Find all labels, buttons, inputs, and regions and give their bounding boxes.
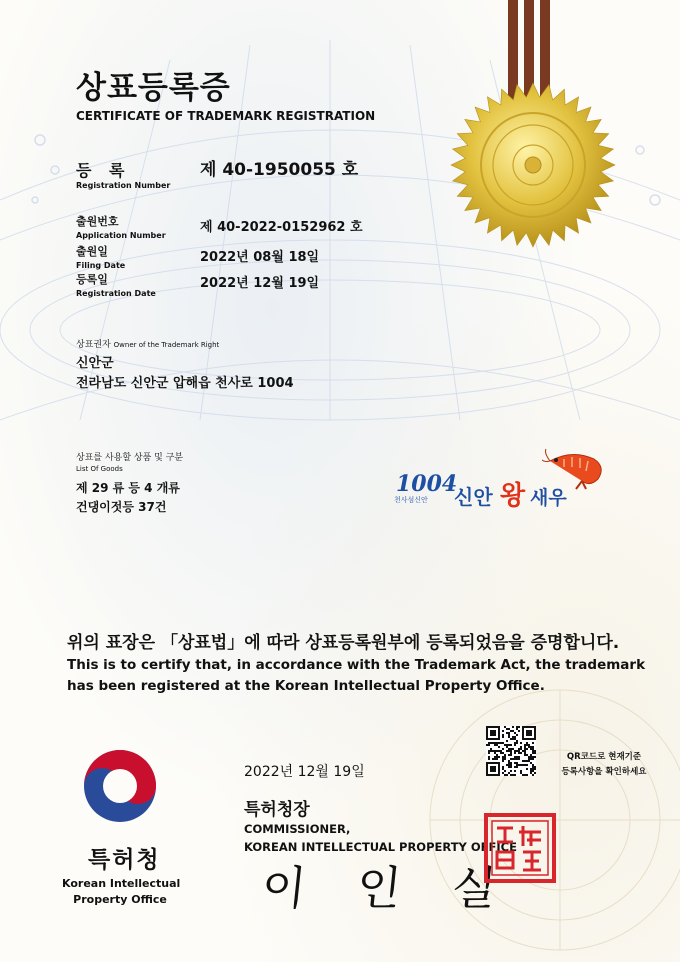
owner-label-ko: 상표권자	[76, 340, 111, 350]
trademark-subtext: 천사섬신안	[394, 496, 428, 504]
registration-date-label: 등록일	[76, 273, 108, 286]
certification-statement-en-line2: has been registered at the Korean Intellectual Property Office.	[67, 678, 545, 694]
official-stamp	[483, 812, 557, 884]
qr-code[interactable]	[486, 726, 536, 776]
goods-label: 상표를 사용할 상품 및 구분	[76, 453, 184, 463]
goods-label-en: List Of Goods	[76, 465, 123, 473]
trademark-logo	[392, 445, 612, 515]
trademark-word-1: 신안	[454, 485, 493, 509]
registration-label-en: Registration Number	[76, 181, 171, 190]
owner-name: 신안군	[76, 356, 114, 371]
office-name-ko: 특허청	[88, 847, 161, 873]
office-name-en-line2: Property Office	[73, 893, 167, 906]
filing-label: 출원일	[76, 245, 108, 258]
registration-label: 등 록	[76, 161, 131, 180]
qr-note	[556, 750, 652, 777]
commissioner-title-en-line1: COMMISSIONER,	[244, 822, 351, 836]
certification-statement-en-line1: This is to certify that, in accordance with the Trademark Act, the trademark	[67, 657, 646, 673]
filing-label-en: Filing Date	[76, 261, 126, 270]
application-label-en: Application Number	[76, 231, 166, 240]
owner-label	[76, 337, 219, 350]
shrimp-icon	[542, 447, 608, 491]
application-label: 출원번호	[76, 215, 119, 228]
application-number: 제 40-2022-0152962 호	[200, 220, 363, 235]
owner-label-en: Owner of the Trademark Right	[113, 341, 220, 349]
office-name-en-line1: Korean Intellectual	[62, 877, 181, 890]
qr-note-line1: QR코드로 현재기준	[566, 752, 642, 762]
commissioner-title-en-line2: KOREAN INTELLECTUAL PROPERTY OFFICE	[244, 840, 517, 854]
registration-date: 2022년 12월 19일	[200, 276, 320, 291]
kipo-emblem-icon	[82, 748, 158, 824]
trademark-word-2: 왕	[500, 481, 526, 511]
commissioner-title: 특허청장	[244, 800, 310, 820]
trademark-word-3: 새우	[530, 487, 567, 509]
owner-address: 전라남도 신안군 압해읍 천사로 1004	[76, 376, 294, 391]
certificate-title-en: CERTIFICATE OF TRADEMARK REGISTRATION	[76, 109, 376, 123]
goods-class: 제 29 류 등 4 개류	[76, 481, 180, 495]
filing-date: 2022년 08월 18일	[200, 250, 320, 265]
commissioner-signature: 이 인 실	[258, 861, 518, 915]
gold-seal	[450, 82, 616, 248]
trademark-number: 1004	[396, 471, 458, 497]
qr-note-line2: 등록사항을 확인하세요	[561, 767, 647, 777]
certificate-title: 상표등록증	[76, 70, 231, 106]
registration-number: 제 40-1950055 호	[200, 160, 359, 180]
registration-date-label-en: Registration Date	[76, 289, 156, 298]
goods-items: 건댕이젓등 37건	[76, 500, 167, 514]
issue-date: 2022년 12월 19일	[244, 764, 365, 780]
certification-statement-ko: 위의 표장은 「상표법」에 따라 상표등록원부에 등록되었음을 증명합니다.	[67, 633, 620, 653]
